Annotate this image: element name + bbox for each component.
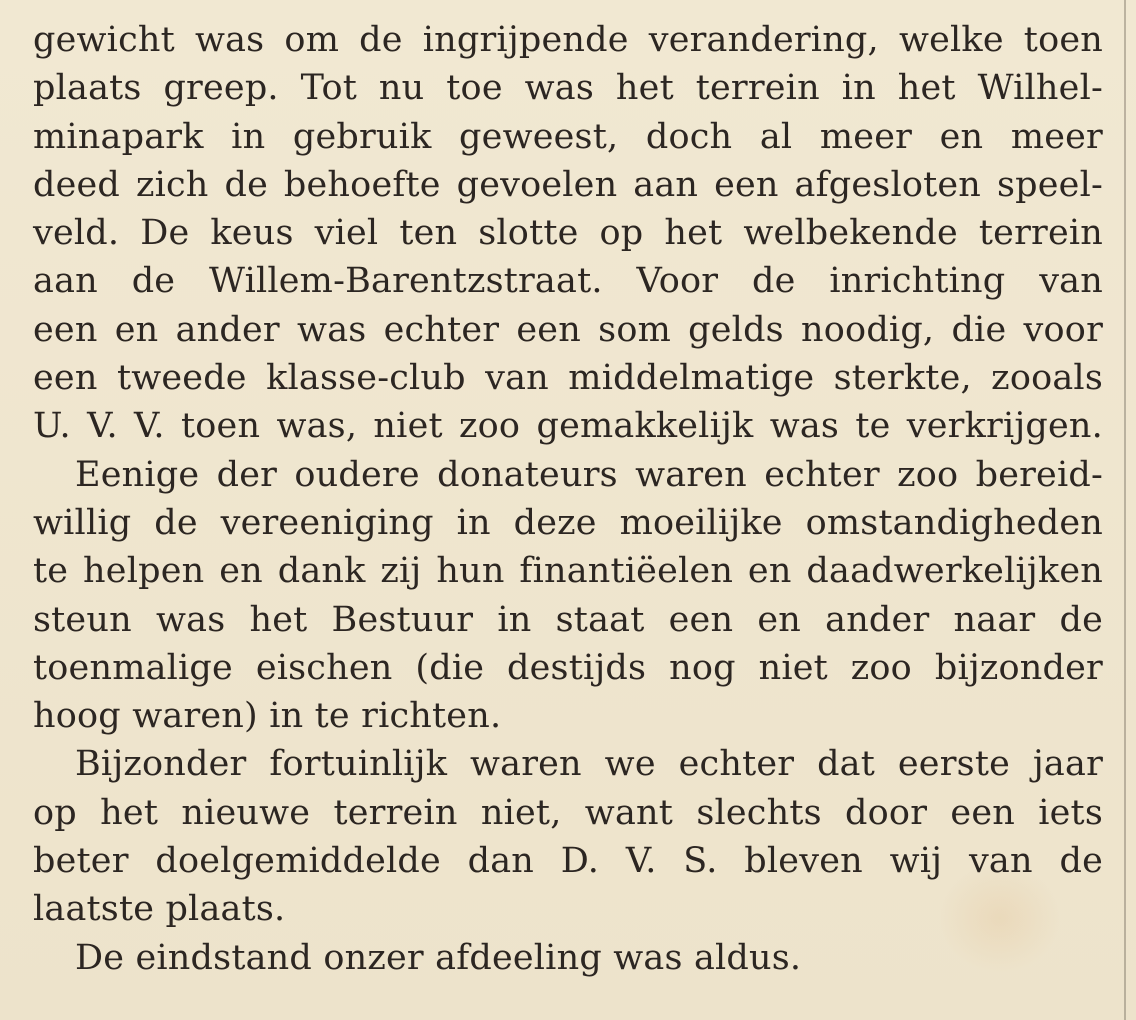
paragraph-3 (33, 740, 1103, 933)
text-line: een en ander was echter een som gelds noodig, die voor (33, 309, 1103, 350)
paragraph-2 (33, 451, 1103, 741)
text-line: beter doelgemiddelde dan D. V. S. bleven wij van de (33, 841, 1103, 882)
text-line: op het nieuwe terrein niet, want slechts door een iets (33, 792, 1103, 833)
text-line: plaats greep. Tot nu toe was het terrein in het Wilhel- (33, 68, 1103, 109)
text-line: laatste plaats. (33, 889, 286, 930)
text-line: U. V. V. toen was, niet zoo gemakkelijk was te verkrijgen. (33, 406, 1103, 447)
paragraph-1 (33, 16, 1103, 451)
text-line: aan de Willem-Barentzstraat. Voor de inrichting van (33, 261, 1103, 302)
body-text (33, 16, 1103, 982)
text-line: toenmalige eischen (die destijds nog niet zoo bijzonder (33, 647, 1103, 688)
page-edge-rule (1124, 0, 1126, 1020)
text-line: deed zich de behoefte gevoelen aan een afgesloten speel- (33, 164, 1103, 205)
text-line: De eindstand onzer afdeeling was aldus. (75, 937, 802, 978)
text-line: Eenige der oudere donateurs waren echter zoo bereid- (75, 454, 1103, 495)
text-line: een tweede klasse-club van middelmatige sterkte, zooals (33, 358, 1103, 399)
text-line: minapark in gebruik geweest, doch al meer en meer (33, 116, 1103, 157)
text-line: willig de vereeniging in deze moeilijke omstandigheden (33, 502, 1103, 543)
text-line: steun was het Bestuur in staat een en ander naar de (33, 599, 1103, 640)
text-line: hoog waren) in te richten. (33, 696, 502, 737)
paragraph-4 (33, 934, 1103, 982)
text-line: gewicht was om de ingrijpende verandering, welke toen (33, 20, 1103, 60)
text-line: veld. De keus viel ten slotte op het welbekende terrein (33, 213, 1103, 254)
text-line: Bijzonder fortuinlijk waren we echter dat eerste jaar (75, 744, 1103, 785)
text-line: te helpen en dank zij hun finantiëelen en daadwerkelijken (33, 551, 1103, 592)
